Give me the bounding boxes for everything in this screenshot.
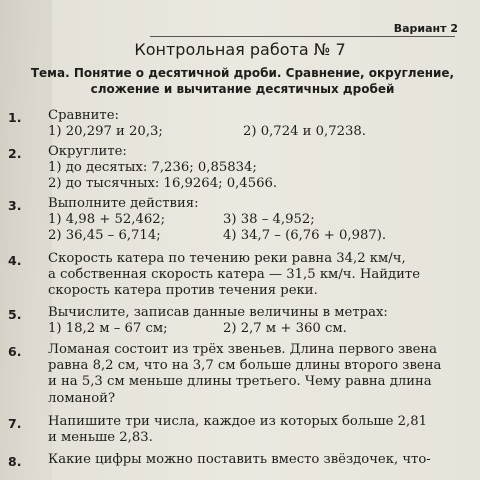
task-line: Напишите три числа, каждое из которых больше 2,81 [48,414,428,429]
task-item: 2) 2,7 м + 360 см. [223,321,347,337]
task-line: 1) до десятых: 7,236; 0,85834; [48,160,257,176]
task-5 [48,305,466,337]
task-item: 1) 18,2 м – 67 см; [48,321,168,337]
variant-label: Вариант 2 [393,22,458,35]
task-item: 2) 36,45 – 6,714; [48,228,161,244]
task-items-row [48,124,466,140]
task-number: 5. [8,307,22,322]
task-item: 2) 0,724 и 0,7238. [243,124,366,140]
task-item: 1) 4,98 + 52,462; [48,212,166,228]
task-line: Округлите: [48,144,127,159]
topic-heading [10,66,475,98]
task-items-row [48,212,466,228]
task-line: равна 8,2 см, что на 3,7 см больше длины второго звена [48,358,442,374]
task-items-row [48,228,466,244]
task-line: 2) до тысячных: 16,9264; 0,4566. [48,176,278,192]
task-number: 6. [8,344,22,359]
task-line: скорость катера против течения реки. [48,283,318,299]
task-number: 8. [8,454,22,469]
task-item: 1) 20,297 и 20,3; [48,124,163,140]
page-title: Контрольная работа № 7 [134,40,346,59]
task-number: 4. [8,253,22,268]
task-6 [48,342,466,407]
task-line: и меньше 2,83. [48,430,153,446]
task-number: 2. [8,146,22,161]
task-line: и на 5,3 см меньше длины третьего. Чему равна длина [48,374,432,390]
task-number: 3. [8,198,22,213]
task-item: 4) 34,7 – (6,76 + 0,987). [223,228,387,244]
task-line: Ломаная состоит из трёх звеньев. Длина первого звена [48,342,438,357]
task-number: 7. [8,416,22,431]
task-line: Сравните: [48,108,119,123]
task-8 [48,452,466,468]
task-4 [48,251,466,300]
task-line: Какие цифры можно поставить вместо звёздочек, что- [48,452,431,467]
task-2 [48,144,466,193]
task-3 [48,196,466,245]
task-number: 1. [8,110,22,125]
topic-line: Тема. Понятие о десятичной дроби. Сравнение, округление, [30,66,455,80]
topic-line: сложение и вычитание десятичных дробей [90,82,395,97]
task-1 [48,108,466,140]
task-items-row [48,321,466,337]
task-item: 3) 38 – 4,952; [223,212,315,228]
task-line: Вычислите, записав данные величины в метрах: [48,305,388,320]
task-line: Скорость катера по течению реки равна 34,2 км/ч, [48,251,406,266]
task-line: ломаной? [48,390,116,406]
header-rule [150,36,455,37]
task-7 [48,414,466,446]
task-line: а собственная скорость катера — 31,5 км/ч. Найдите [48,267,421,283]
task-line: Выполните действия: [48,196,199,211]
